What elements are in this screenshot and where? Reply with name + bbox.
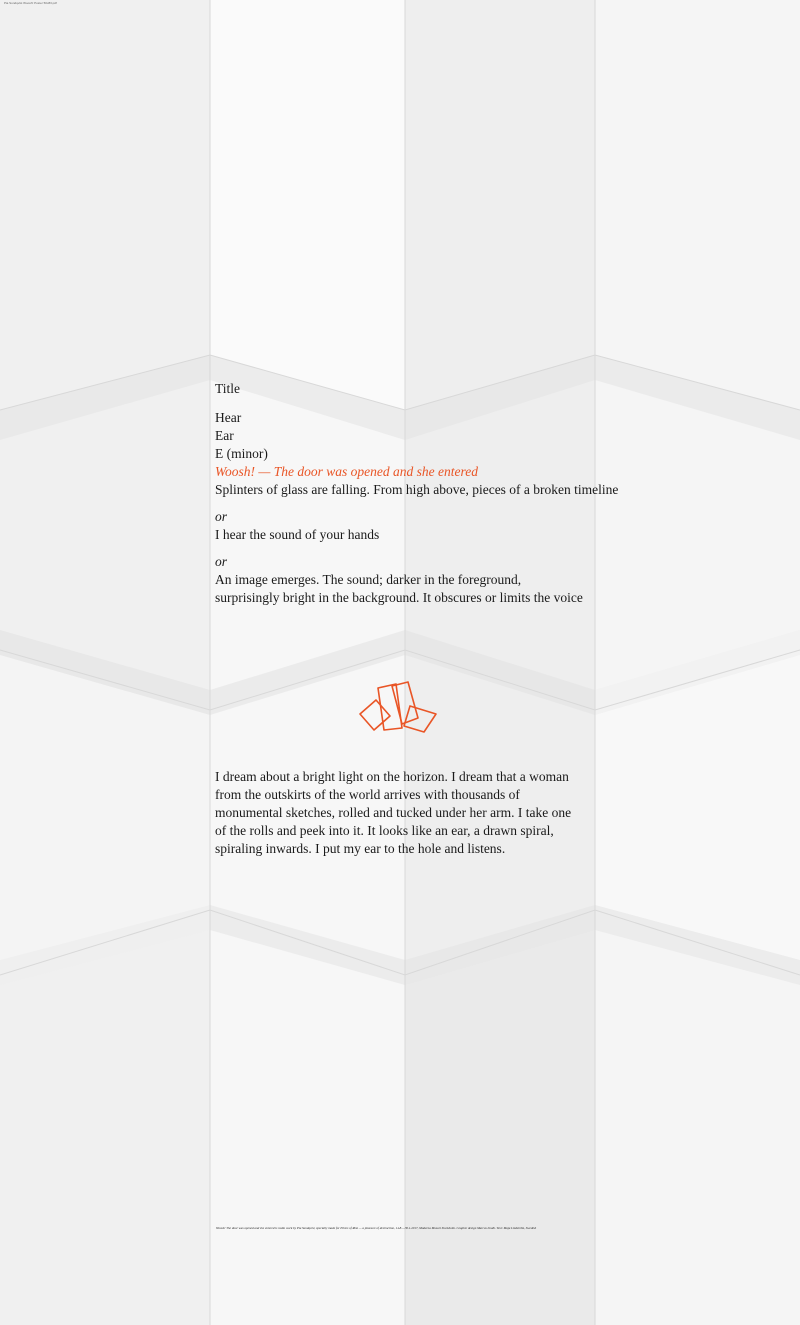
poem-subtitle: Woosh! — The door was opened and she entered: [215, 464, 478, 479]
folded-sheets-icon: [358, 678, 438, 734]
poster-title: Title: [215, 381, 241, 396]
or-separator-1: or: [215, 509, 228, 524]
poem-line-e-minor: E (minor): [215, 446, 268, 461]
poem-sentence-3: An image emerges. The sound; darker in the foreground, surprisingly bright in the background. It obscures or limits the voice: [215, 572, 583, 605]
poem-sentence-2: I hear the sound of your hands: [215, 527, 380, 542]
poem-line-ear: Ear: [215, 428, 234, 443]
dream-paragraph: I dream about a bright light on the horizon. I dream that a woman from the outskirts of the world arrives with thousands of monumental sketches, rolled and tucked under her arm. I take one of the rolls and peek into it. It looks like an ear, a drawn spiral, spiraling inwards. I put my ear to the hole and listens.: [215, 769, 572, 856]
poem-block: [215, 409, 619, 607]
print-slug: Pia Sundqvist Woosh! Poster 50x83.pdf: [4, 1, 57, 5]
colophon-credit: Woosh! The door was opened and she entered is radio work by Pia Sundqvist, specially made for Ethics of Risk — a pleasure of destruction, 14.8.—30.1.2017, Moderna Museet Stockholm. Graphic design Marcus Lindh. Text: Maja Lindström, Swedish: [216, 1226, 537, 1230]
poem-sentence-1: Splinters of glass are falling. From high above, pieces of a broken timeline: [215, 482, 619, 497]
poem-line-hear: Hear: [215, 410, 242, 425]
or-separator-2: or: [215, 554, 228, 569]
